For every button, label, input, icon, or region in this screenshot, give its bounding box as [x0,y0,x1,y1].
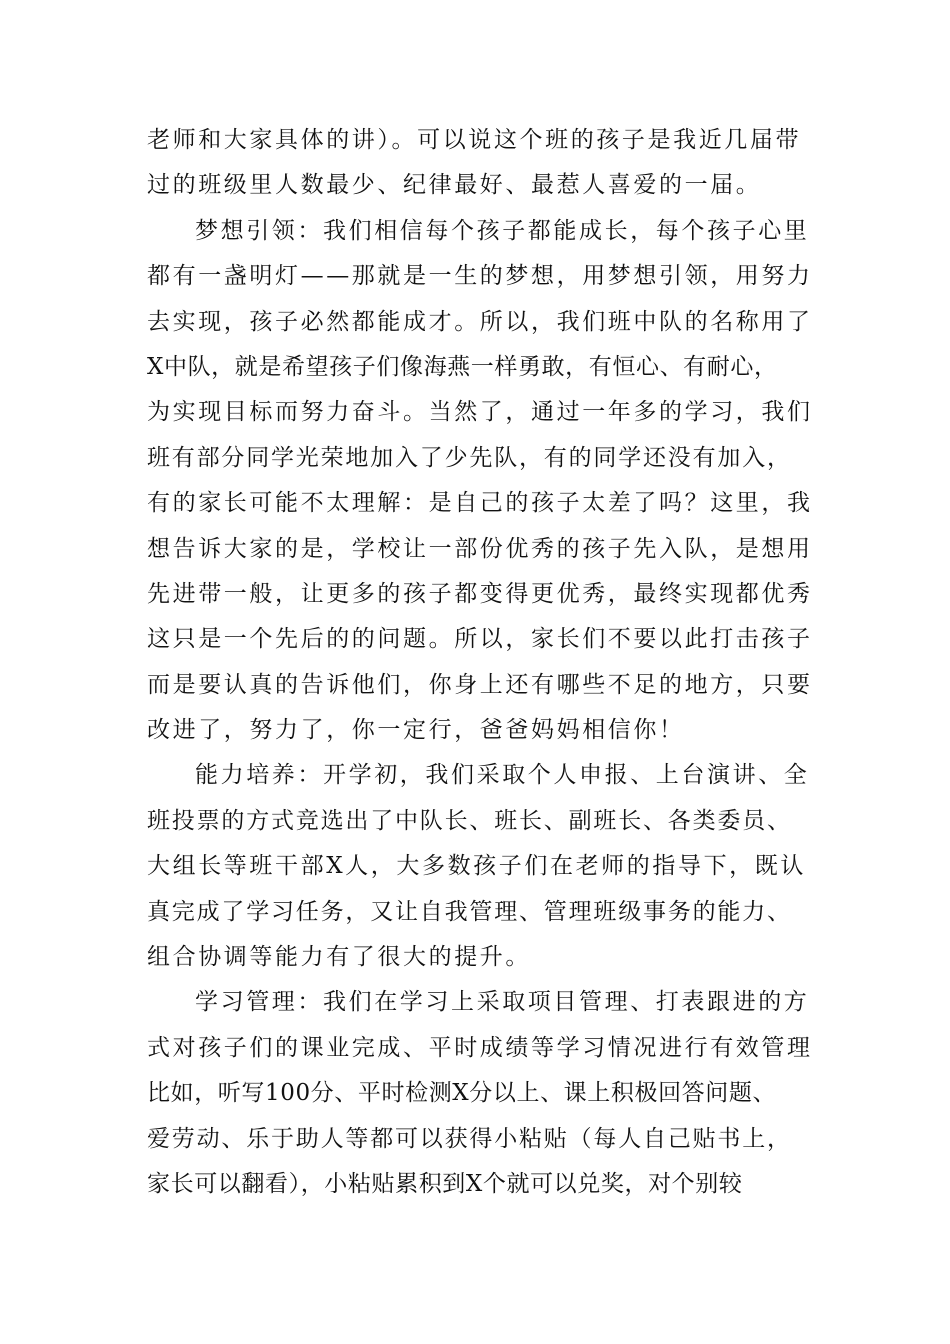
text-line: X中队，就是希望孩子们像海燕一样勇敢，有恒心、有耐心， [147,353,778,380]
text-line: 想告诉大家的是，学校让一部份优秀的孩子先入队，是想用 [147,535,813,562]
text-line: 都有一盏明灯——那就是一生的梦想，用梦想引领，用努力 [147,263,813,290]
text-line: 为实现目标而努力奋斗。当然了，通过一年多的学习，我们 [147,399,813,426]
text-line: 大组长等班干部X人，大多数孩子们在老师的指导下，既认 [147,853,806,880]
text-line: 班投票的方式竞选出了中队长、班长、副班长、各类委员、 [147,807,792,834]
text-line: 改进了，努力了，你一定行，爸爸妈妈相信你！ [147,717,685,744]
text-line: 真完成了学习任务，又让自我管理、管理班级事务的能力、 [147,898,792,925]
paragraph-start-dream: 梦想引领：我们相信每个孩子都能成长，每个孩子心里 [195,217,810,244]
text-line: 过的班级里人数最少、纪律最好、最惹人喜爱的一届。 [147,172,762,199]
text-line: 比如，听写100分、平时检测X分以上、课上积极回答问题、 [147,1080,777,1107]
body-text [147,118,827,1207]
text-line: 爱劳动、乐于助人等都可以获得小粘贴（每人自己贴书上， [147,1125,792,1152]
text-line: 式对孩子们的课业完成、平时成绩等学习情况进行有效管理 [147,1034,813,1061]
text-line: 去实现，孩子必然都能成才。所以，我们班中队的名称用了 [147,308,813,335]
paragraph-start-ability: 能力培养：开学初，我们采取个人申报、上台演讲、全 [195,762,810,789]
text-line: 组合协调等能力有了很大的提升。 [147,944,531,971]
text-line: 有的家长可能不太理解：是自己的孩子太差了吗？这里，我 [147,490,813,517]
text-line: 老师和大家具体的讲）。可以说这个班的孩子是我近几届带 [147,127,802,153]
text-line: 这只是一个先后的的问题。所以，家长们不要以此打击孩子 [147,626,813,653]
text-line: 而是要认真的告诉他们，你身上还有哪些不足的地方，只要 [147,671,813,698]
text-line: 班有部分同学光荣地加入了少先队，有的同学还没有加入， [147,444,792,471]
text-line: 家长可以翻看），小粘贴累积到X个就可以兑奖，对个别较 [147,1170,743,1197]
paragraph-start-study: 学习管理：我们在学习上采取项目管理、打表跟进的方 [195,989,810,1016]
text-line: 先进带一般，让更多的孩子都变得更优秀，最终实现都优秀 [147,580,813,607]
